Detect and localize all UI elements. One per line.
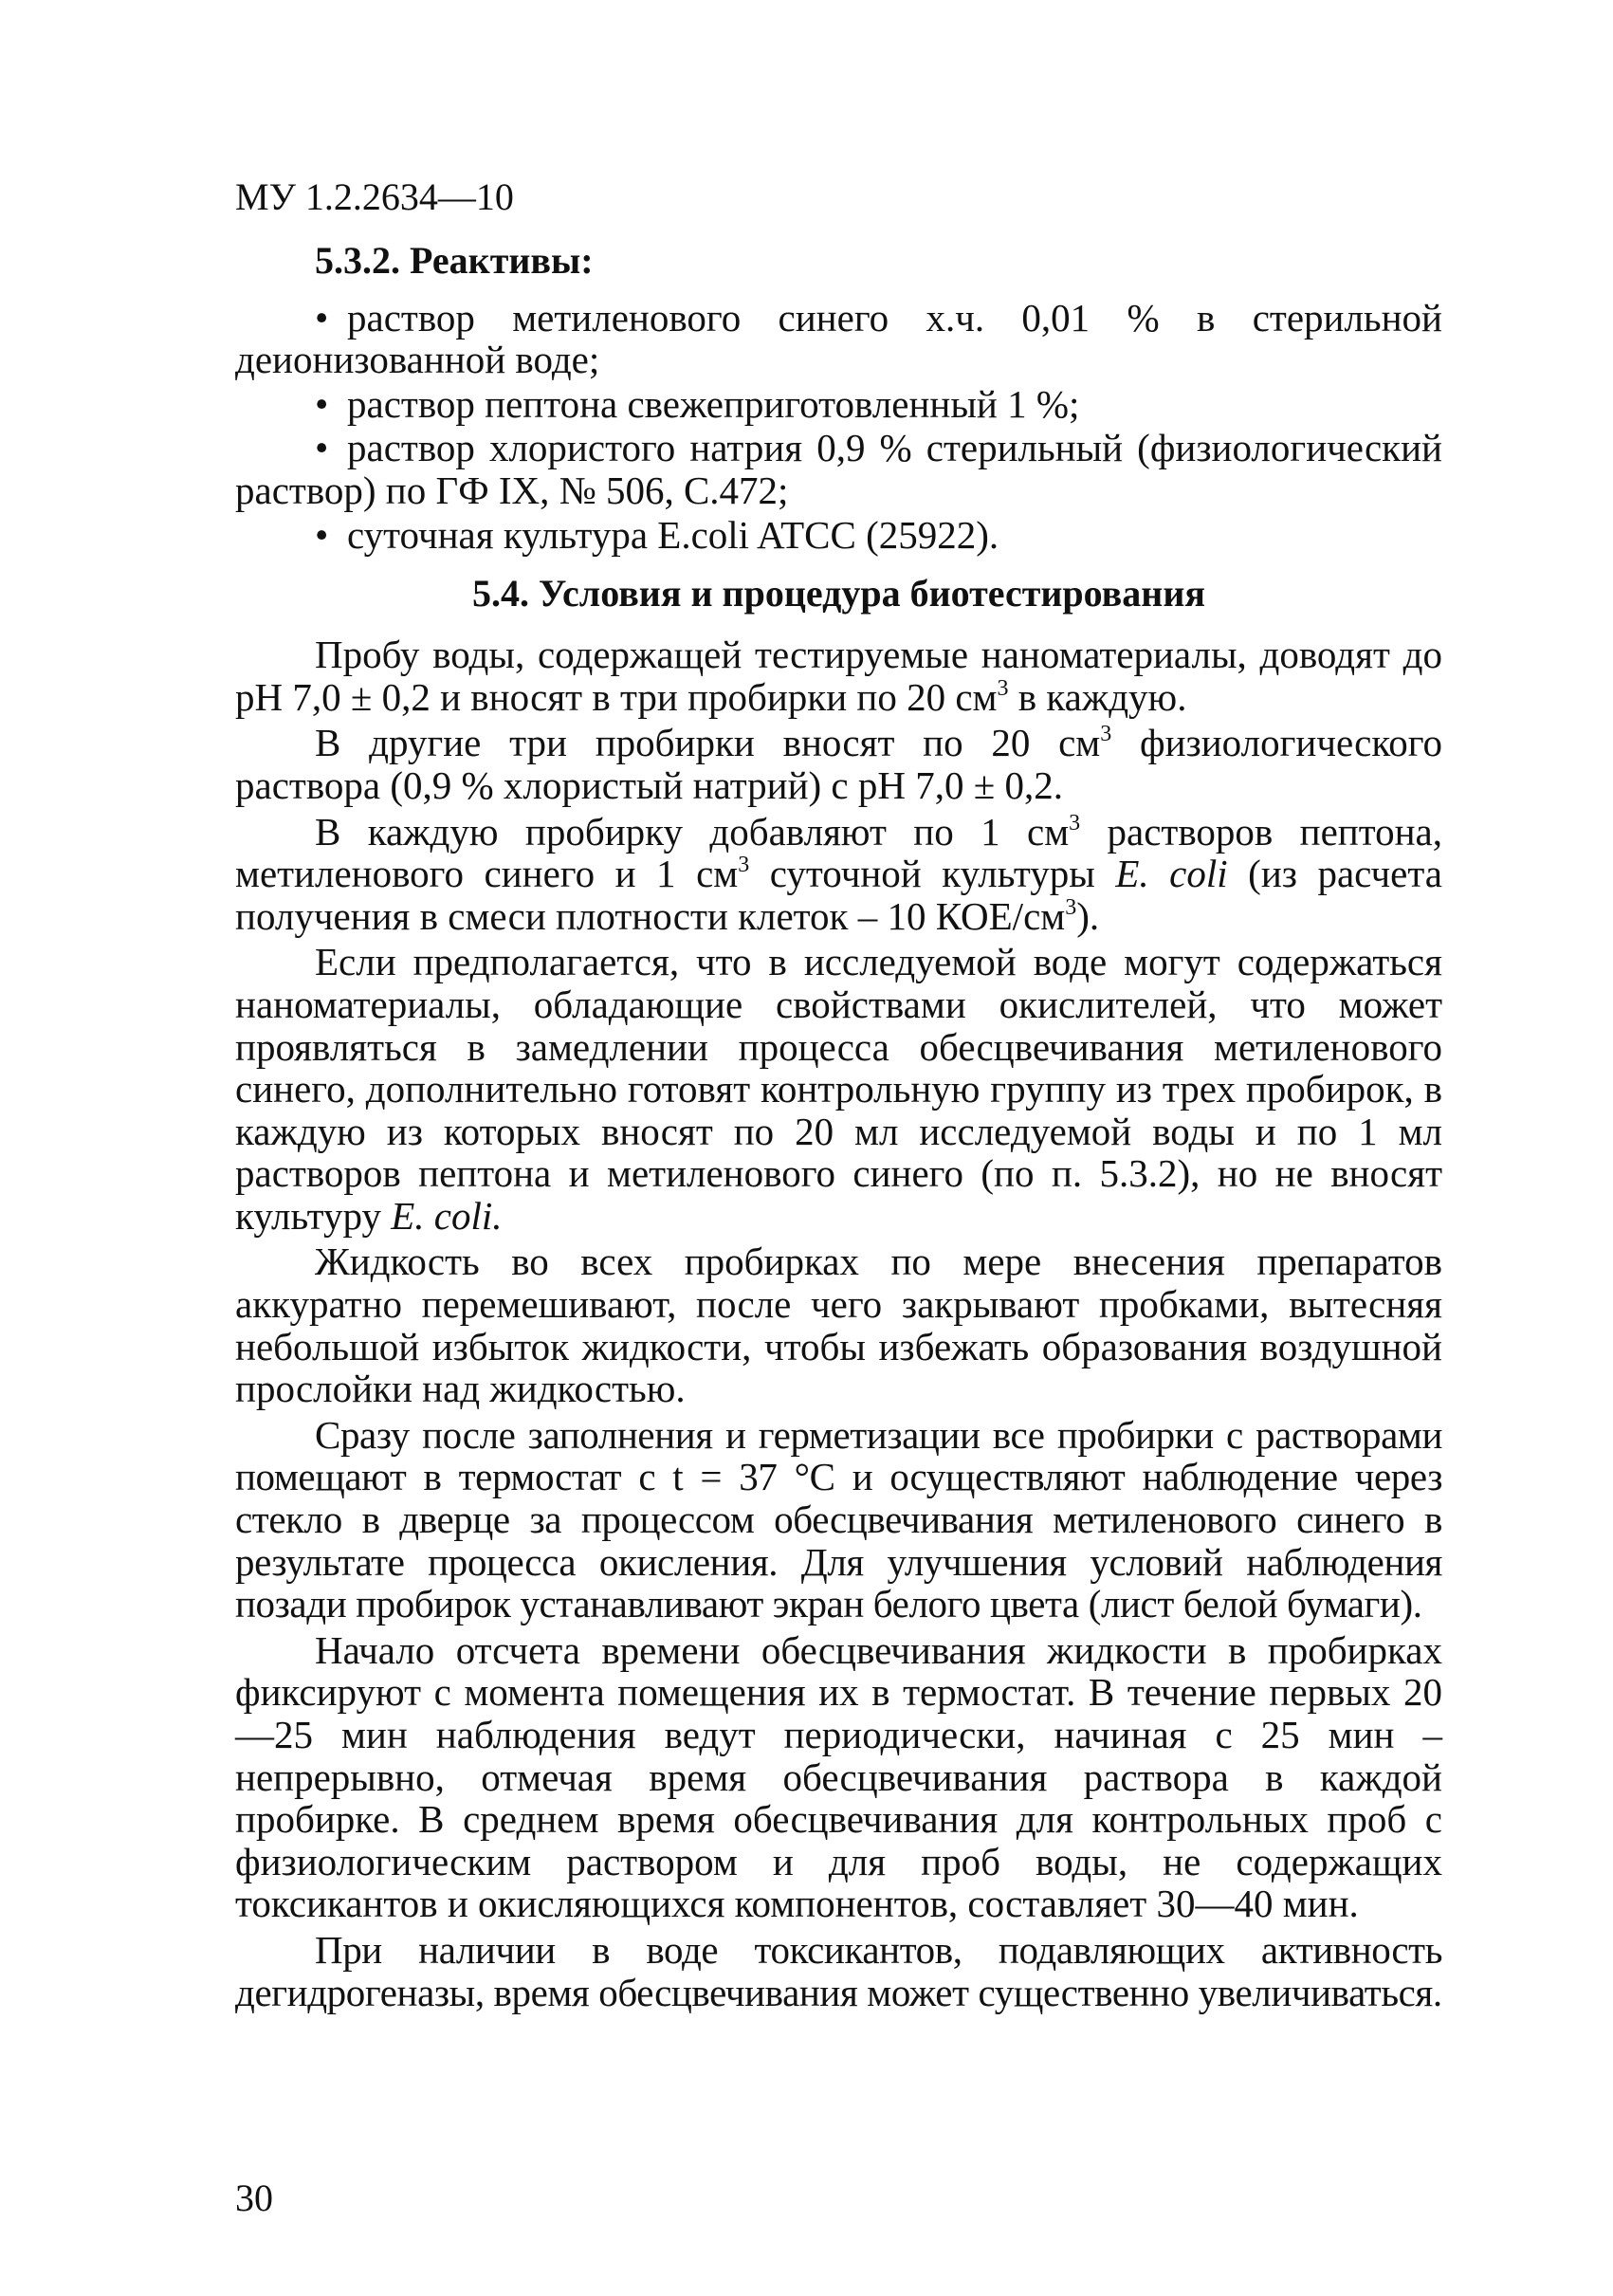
list-item: • раствор пептона свежеприготовленный 1 %; xyxy=(315,381,1080,426)
bullet-icon: • xyxy=(315,426,329,470)
paragraph-1: Пробу воды, содержащей тестируемые наноматериалы, доводят до pH 7,0 ± 0,2 и вносят в три пробирки по 20 $см^3$ в каждую. xyxy=(235,633,1442,719)
bullet-icon: • xyxy=(315,295,329,340)
list-item: • раствор метиленового синего х.ч. 0,01 % в стерильной деионизованной воде; xyxy=(235,295,1442,382)
paragraph-7: Начало отсчета времени обесцвечивания жидкости в пробирках фиксируют с момента помещения их в термостат. В течение первых 20—25 мин наблюдения ведут периодически, начиная с 25 мин – непрерывно, отмечая время обесцвечивания раствора в каждой пробирке. В среднем время обесцвечивания для контрольных проб с физиологическим раствором и для проб воды, не содержащих токсикантов и окисляющихся компонентов, составляет 30—40 мин. xyxy=(235,1627,1442,1926)
section-heading-reagents: 5.3.2. Реактивы: xyxy=(315,238,594,282)
reagents-list xyxy=(235,297,1442,557)
paragraph-5: Жидкость во всех пробирках по мере внесения препаратов аккуратно перемешивают, после чего закрывают пробками, вытесняя небольшой избыток жидкости, чтобы избежать образования воздушной прослойки над жидкостью. xyxy=(235,1240,1442,1411)
list-item: • суточная культура E.coli ATCC (25922). xyxy=(315,512,999,557)
paragraph-6: Сразу после заполнения и герметизации все пробирки с растворами помещают в термостат с t = 37 °С и осуществляют наблюдение через стекло в дверце за процессом обесцвечивания метиленового синего в результате процесса окисления. Для улучшения условий наблюдения позади пробирок устанавливают экран белого цвета (лист белой бумаги). xyxy=(235,1412,1442,1626)
paragraph-3: В каждую пробирку добавляют по 1 $см^3$ растворов пептона, метиленового синего и 1 $см^3$ суточной культуры E. coli (из расчета получения в смеси плотности клеток – 10 КОЕ/$см^3$). xyxy=(235,809,1442,938)
paragraph-8: При наличии в воде токсикантов, подавляющих активность дегидрогеназы, время обесцвечивания может существенно увеличиваться. xyxy=(235,1927,1442,2014)
paragraph-4: Если предполагается, что в исследуемой воде могут содержаться наноматериалы, обладающие свойствами окислителей, что может проявляться в замедлении процесса обесцвечивания метиленового синего, дополнительно готовят контрольную группу из трех пробирок, в каждую из которых вносят по 20 мл исследуемой воды и по 1 мл растворов пептона и метиленового синего (по п. 5.3.2), но не вносят культуру E. coli. xyxy=(235,940,1442,1238)
list-item: • раствор хлористого натрия 0,9 % стерильный (физиологический раствор) по ГФ IX, № 506, С.472; xyxy=(235,426,1442,512)
bullet-icon: • xyxy=(315,381,329,426)
page-number: 30 xyxy=(235,2177,273,2219)
bullet-icon: • xyxy=(315,512,329,557)
document-code: МУ 1.2.2634—10 xyxy=(235,175,514,218)
paragraph-2: В другие три пробирки вносят по 20 $см^3$ физиологического раствора (0,9 % хлористый натрий) с pH 7,0 ± 0,2. xyxy=(235,721,1442,807)
section-heading-procedure: 5.4. Условия и процедура биотестирования xyxy=(471,572,1206,615)
